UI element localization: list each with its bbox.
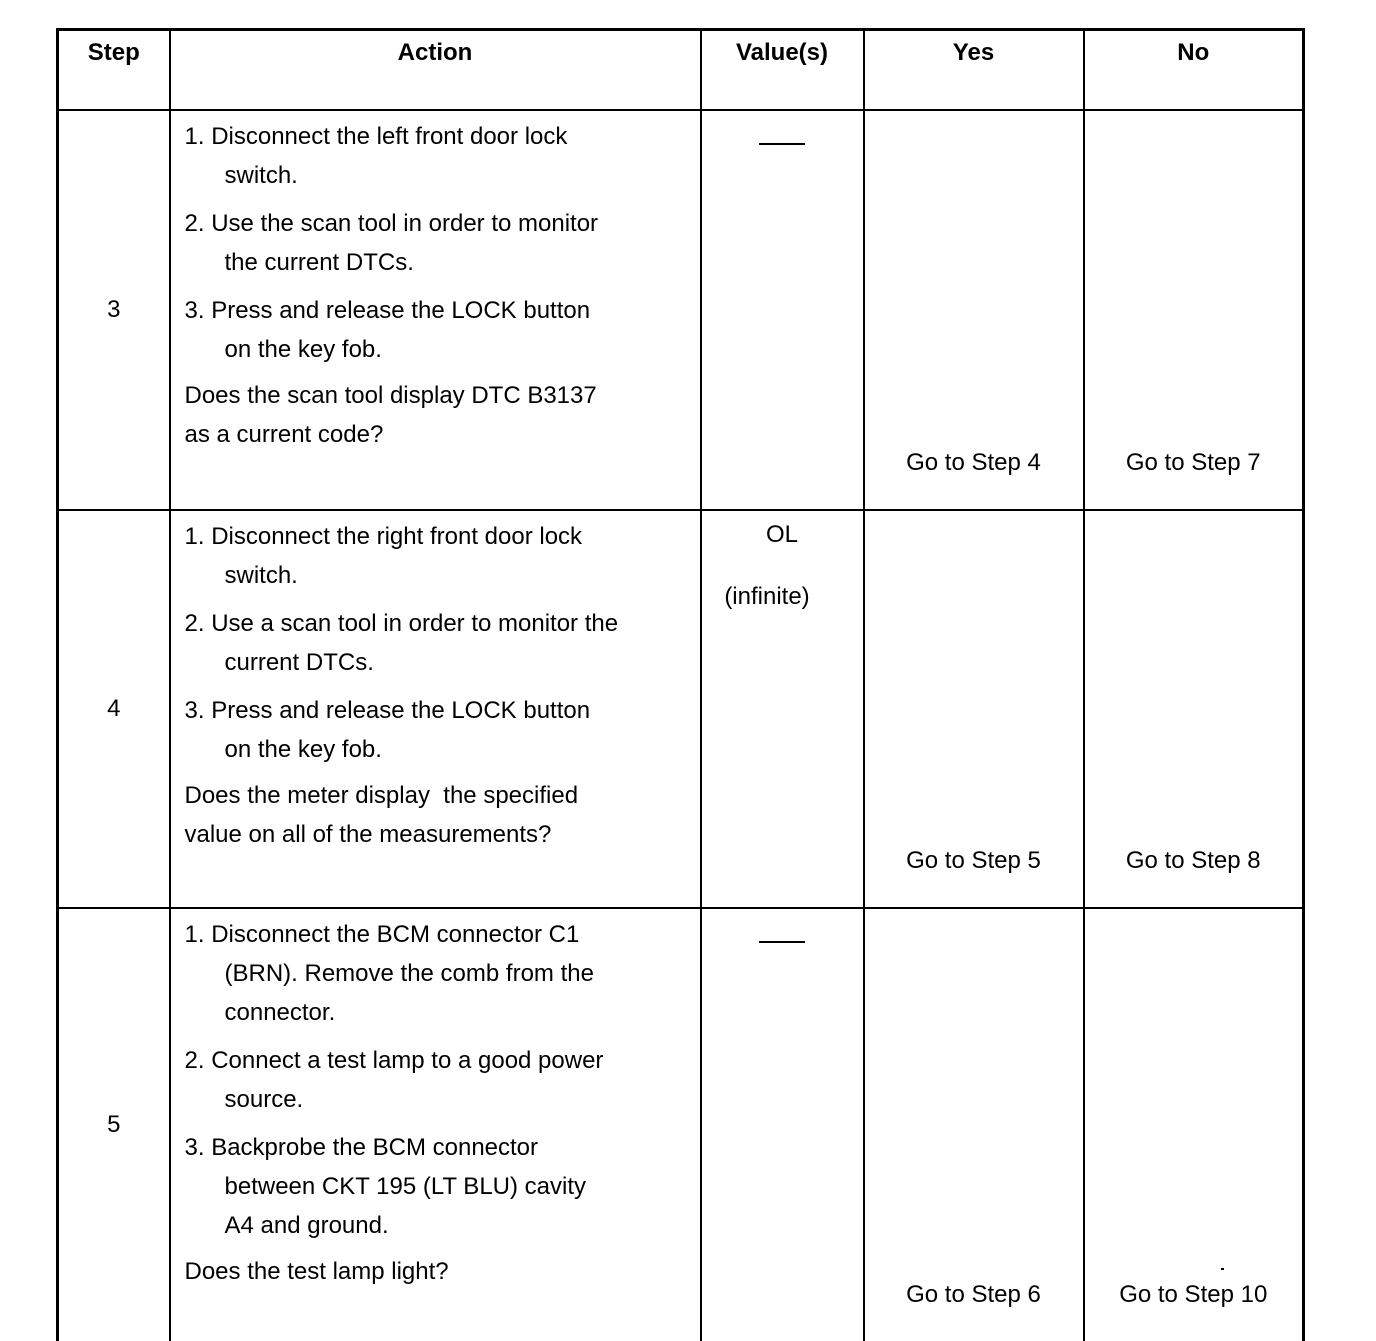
item-text: Use the scan tool in order to monitor <box>211 210 599 237</box>
action-item <box>185 915 690 1032</box>
item-text-continued: source. <box>224 1086 304 1113</box>
item-text: Disconnect the BCM connector C1 <box>211 921 580 948</box>
question-line: value on all of the measurements? <box>184 821 552 848</box>
blank-value-dash <box>759 143 805 145</box>
item-text: Press and release the LOCK button <box>211 697 591 724</box>
header-action: Action <box>170 30 701 111</box>
item-number: 1. <box>184 921 212 948</box>
item-text-continued: between CKT 195 (LT BLU) cavity <box>224 1173 586 1200</box>
value-cell <box>701 908 864 1341</box>
value-cell <box>701 110 864 510</box>
action-item <box>185 204 690 282</box>
question-line: as a current code? <box>184 421 384 448</box>
item-text: Use a scan tool in order to monitor the <box>211 610 619 637</box>
item-text-continued: on the key fob. <box>224 336 382 363</box>
header-yes: Yes <box>864 30 1084 111</box>
question-line: Does the meter display the specified <box>184 782 579 809</box>
action-question <box>185 376 690 454</box>
table-row-step-3 <box>58 110 1304 510</box>
yes-cell: Go to Step 5 <box>864 510 1084 908</box>
blank-value-dash <box>759 941 805 943</box>
item-text: Press and release the LOCK button <box>211 297 591 324</box>
action-cell <box>170 110 701 510</box>
item-number: 3. <box>184 1134 212 1161</box>
yes-cell: Go to Step 4 <box>864 110 1084 510</box>
item-number: 2. <box>184 210 212 237</box>
header-step: Step <box>58 30 170 111</box>
item-text: Disconnect the right front door lock <box>211 523 583 550</box>
value-text: OL <box>765 521 798 548</box>
item-text-continued: current DTCs. <box>224 649 374 676</box>
item-text-continued: A4 and ground. <box>224 1212 389 1239</box>
item-text: Disconnect the left front door lock <box>211 123 568 150</box>
scan-speck <box>1221 1268 1224 1270</box>
item-text-continued: the current DTCs. <box>224 249 414 276</box>
item-number: 2. <box>184 1047 212 1074</box>
header-row <box>58 30 1304 111</box>
action-cell <box>170 908 701 1341</box>
action-item <box>185 517 690 595</box>
item-number: 3. <box>184 297 212 324</box>
item-text-continued: (BRN). Remove the comb from the <box>224 960 594 987</box>
diagnostic-table-page <box>56 28 1302 1308</box>
action-question <box>185 776 690 854</box>
no-cell: Go to Step 10 <box>1084 908 1304 1341</box>
action-item <box>185 291 690 369</box>
question-line: Does the scan tool display DTC B3137 <box>184 382 597 409</box>
item-text-continued: switch. <box>224 162 298 189</box>
item-text-continued: on the key fob. <box>224 736 382 763</box>
header-no: No <box>1084 30 1304 111</box>
item-number: 1. <box>184 523 212 550</box>
value-cell <box>701 510 864 908</box>
yes-cell: Go to Step 6 <box>864 908 1084 1341</box>
action-cell <box>170 510 701 908</box>
no-cell: Go to Step 8 <box>1084 510 1304 908</box>
diagnostic-table <box>56 28 1305 1341</box>
action-item <box>185 604 690 682</box>
item-number: 1. <box>184 123 212 150</box>
no-cell: Go to Step 7 <box>1084 110 1304 510</box>
item-text: Connect a test lamp to a good power <box>211 1047 604 1074</box>
item-text: Backprobe the BCM connector <box>211 1134 539 1161</box>
step-number: 4 <box>58 510 170 908</box>
header-values: Value(s) <box>701 30 864 111</box>
action-item <box>185 1041 690 1119</box>
item-number: 2. <box>184 610 212 637</box>
item-text-continued: connector. <box>224 999 336 1026</box>
action-item <box>185 691 690 769</box>
step-number: 5 <box>58 908 170 1341</box>
item-text-continued: switch. <box>224 562 298 589</box>
step-number: 3 <box>58 110 170 510</box>
action-item <box>185 117 690 195</box>
question-line: Does the test lamp light? <box>184 1258 449 1285</box>
table-row-step-4 <box>58 510 1304 908</box>
action-item <box>185 1128 690 1245</box>
item-number: 3. <box>184 697 212 724</box>
table-row-step-5 <box>58 908 1304 1341</box>
action-question <box>185 1252 690 1291</box>
value-text: (infinite) <box>724 583 810 610</box>
